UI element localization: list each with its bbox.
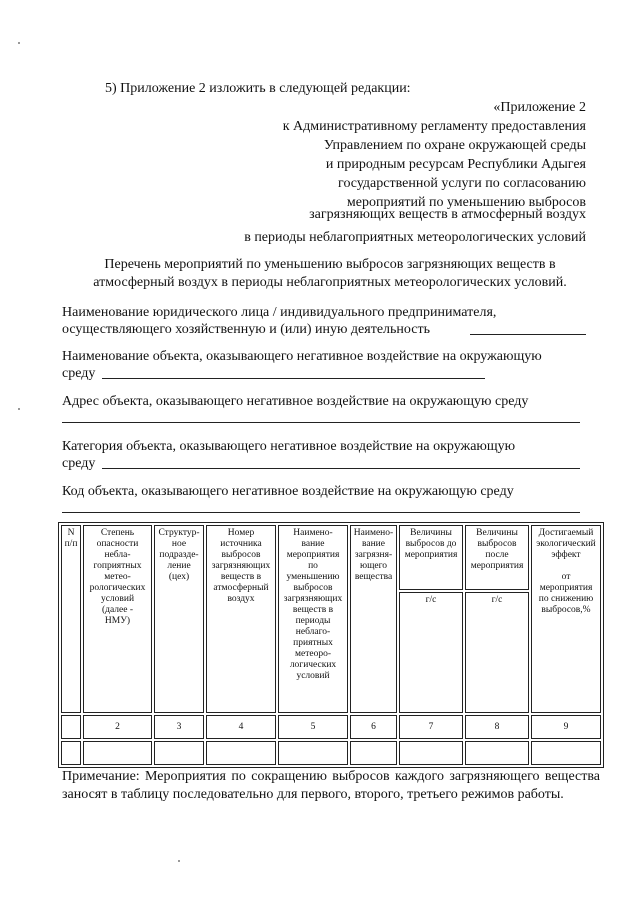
- header-cell-eco-effect: Достигаемый экологический эффект от мероприятия по снижению выбросов,%: [531, 525, 601, 713]
- number-cell-7: 7: [399, 715, 463, 739]
- field-legal-entity-blank[interactable]: [470, 334, 586, 335]
- table-number-row: [61, 715, 601, 739]
- field-legal-entity-label-1: Наименование юридического лица / индивидуального предпринимателя,: [62, 305, 497, 320]
- scan-speck: [18, 408, 20, 410]
- header-cell-source-number: Номер источника выбросов загрязняющих веществ в атмосферный воздух: [206, 525, 276, 713]
- header-cell-number: N п/п: [61, 525, 81, 713]
- number-cell-4: 4: [206, 715, 276, 739]
- field-object-name-blank[interactable]: [102, 378, 485, 379]
- empty-cell[interactable]: [61, 741, 81, 765]
- annex-header-line-3: Управлением по охране окружающей среды: [323, 138, 586, 153]
- number-cell-1: [61, 715, 81, 739]
- annex-header-line-1: «Приложение 2: [493, 100, 586, 115]
- number-cell-2: 2: [83, 715, 152, 739]
- header-cell-emissions-after: Величины выбросов после мероприятия: [465, 525, 529, 590]
- unit-cell-after: г/с: [465, 592, 529, 713]
- empty-cell[interactable]: [531, 741, 601, 765]
- empty-cell[interactable]: [278, 741, 348, 765]
- field-object-category-label-2: среду: [62, 456, 96, 471]
- field-object-address-label: Адрес объекта, оказывающего негативное воздействие на окружающую среду: [62, 394, 529, 409]
- intro-text: 5) Приложение 2 изложить в следующей редакции:: [105, 81, 411, 96]
- number-cell-6: 6: [350, 715, 397, 739]
- header-cell-department: Структур- ное подразде- ление (цех): [154, 525, 204, 713]
- annex-header-line-8: в периоды неблагоприятных метеорологических условий: [244, 230, 586, 245]
- header-cell-pollutant-name: Наимено- вание загрязня- ющего вещества: [350, 525, 397, 713]
- annex-header-line-6: мероприятий по уменьшению выбросов: [346, 195, 586, 210]
- field-object-code-blank[interactable]: [62, 512, 580, 513]
- number-cell-8: 8: [465, 715, 529, 739]
- header-cell-danger-level: Степень опасности небла- гоприятных метео- рологических условий (далее - НМУ): [83, 525, 152, 713]
- annex-header-line-5: государственной услуги по согласованию: [338, 176, 586, 191]
- field-object-code-label: Код объекта, оказывающего негативное воздействие на окружающую среду: [62, 484, 514, 499]
- field-object-name-label-2: среду: [62, 366, 96, 381]
- document-title-line-2: атмосферный воздух в периоды неблагоприятных метеорологических условий.: [93, 275, 567, 290]
- document-title-line-1: Перечень мероприятий по уменьшению выбросов загрязняющих веществ в: [104, 257, 556, 272]
- empty-cell[interactable]: [350, 741, 397, 765]
- empty-cell[interactable]: [154, 741, 204, 765]
- header-cell-measure-name: Наимено- вание мероприятия по уменьшению выбросов загрязняющих веществ в периоды неблаго- приятных метеоро- логических условий: [278, 525, 348, 713]
- field-object-category-blank[interactable]: [102, 468, 580, 469]
- unit-cell-before: г/с: [399, 592, 463, 713]
- empty-cell[interactable]: [465, 741, 529, 765]
- number-cell-3: 3: [154, 715, 204, 739]
- number-cell-5: 5: [278, 715, 348, 739]
- scan-speck: [178, 860, 180, 862]
- field-object-category-label-1: Категория объекта, оказывающего негативное воздействие на окружающую: [62, 439, 516, 454]
- field-object-address-blank[interactable]: [62, 422, 580, 423]
- empty-cell[interactable]: [399, 741, 463, 765]
- annex-header-line-4: и природным ресурсам Республики Адыгея: [325, 157, 586, 172]
- note-text: Примечание: Мероприятия по сокращению выбросов каждого загрязняющего вещества заносят в таблицу последовательно для первого, второго, третьего режимов работы.: [62, 769, 600, 802]
- empty-cell[interactable]: [206, 741, 276, 765]
- table-header-row: [61, 525, 601, 590]
- table-empty-row: [61, 741, 601, 765]
- field-object-name-label-1: Наименование объекта, оказывающего негативное воздействие на окружающую: [62, 349, 542, 364]
- field-legal-entity-label-2: осуществляющего хозяйственную и (или) иную деятельность: [62, 322, 430, 337]
- scan-speck: [18, 42, 20, 44]
- number-cell-9: 9: [531, 715, 601, 739]
- header-cell-emissions-before: Величины выбросов до мероприятия: [399, 525, 463, 590]
- measures-table: [58, 522, 604, 768]
- annex-header-line-2: к Административному регламенту предоставления: [282, 119, 586, 134]
- annex-header-line-7: загрязняющих веществ в атмосферный воздух: [309, 207, 586, 222]
- empty-cell[interactable]: [83, 741, 152, 765]
